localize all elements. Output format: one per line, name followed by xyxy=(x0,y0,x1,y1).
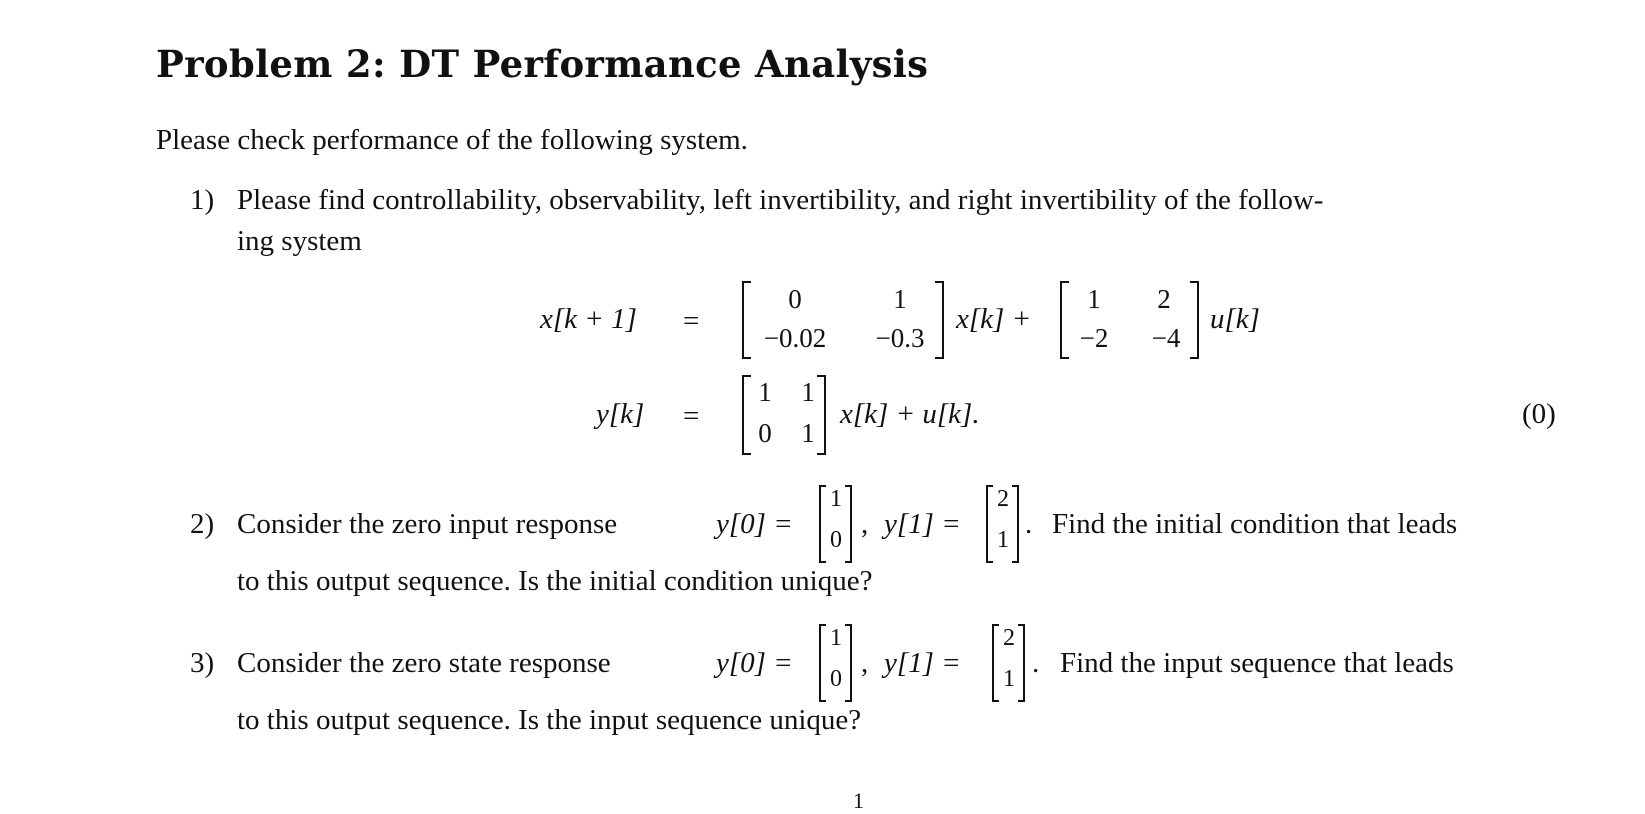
eq-row2-tail: x[k] + u[k]. xyxy=(840,398,980,430)
item-3-trail: Find the input sequence that leads xyxy=(1060,647,1454,679)
eq-equals-1: = xyxy=(683,305,700,337)
matrix-c-11: 1 xyxy=(758,377,772,407)
item-2-y1-top: 2 xyxy=(997,486,1009,512)
matrix-a-11: 0 xyxy=(788,284,802,314)
intro-text: Please check performance of the following system. xyxy=(156,124,748,156)
item-3-lead: Consider the zero state response xyxy=(237,647,611,679)
matrix-b-22: −4 xyxy=(1151,323,1181,353)
item-3-text-line2: to this output sequence. Is the input sequence unique? xyxy=(237,704,862,736)
matrix-c-21: 0 xyxy=(758,418,772,448)
item-1-number: 1) xyxy=(190,184,215,216)
matrix-b-11: 1 xyxy=(1087,284,1101,314)
item-3-y1-bottom: 1 xyxy=(1003,666,1015,692)
item-2-text-line2: to this output sequence. Is the initial condition unique? xyxy=(237,565,873,597)
item-3-y0-bottom: 0 xyxy=(830,666,842,692)
item-2-y0-right-bracket xyxy=(844,484,854,564)
matrix-a-12: 1 xyxy=(893,284,907,314)
item-3-comma: , xyxy=(861,647,869,679)
item-3-number: 3) xyxy=(190,647,215,679)
equation-label: (0) xyxy=(1522,398,1556,430)
item-3-y1-label: y[1] = xyxy=(884,647,961,679)
matrix-b-12: 2 xyxy=(1157,284,1171,314)
matrix-c-22: 1 xyxy=(801,418,815,448)
page-title: Problem 2: DT Performance Analysis xyxy=(156,42,929,86)
item-2-y0-bottom: 0 xyxy=(830,527,842,553)
matrix-a-right-bracket xyxy=(934,280,946,360)
matrix-b-right-bracket xyxy=(1189,280,1201,360)
page-number: 1 xyxy=(853,788,864,813)
matrix-b-21: −2 xyxy=(1079,323,1109,353)
item-2-y1-label: y[1] = xyxy=(884,508,961,540)
item-2-number: 2) xyxy=(190,508,215,540)
item-2-period: . xyxy=(1025,508,1033,540)
matrix-a-21: −0.02 xyxy=(763,323,827,353)
item-2-y0-top: 1 xyxy=(830,486,842,512)
eq-lhs-x: x[k + 1] xyxy=(540,303,637,335)
item-3-period: . xyxy=(1032,647,1040,679)
eq-xk-plus: x[k] + xyxy=(956,303,1032,335)
matrix-c-12: 1 xyxy=(801,377,815,407)
item-3-y1-top: 2 xyxy=(1003,625,1015,651)
item-1-text-line2: ing system xyxy=(237,225,362,257)
eq-lhs-y: y[k] xyxy=(596,398,645,430)
eq-uk: u[k] xyxy=(1210,303,1260,335)
item-2-y1-bottom: 1 xyxy=(997,527,1009,553)
item-3-y0-top: 1 xyxy=(830,625,842,651)
item-2-lead: Consider the zero input response xyxy=(237,508,618,540)
eq-equals-2: = xyxy=(683,400,700,432)
item-3-y0-right-bracket xyxy=(844,623,854,703)
item-2-y0-label: y[0] = xyxy=(716,508,793,540)
item-3-y1-right-bracket xyxy=(1017,623,1027,703)
item-2-y1-right-bracket xyxy=(1011,484,1021,564)
matrix-a-22: −0.3 xyxy=(875,323,925,353)
item-3-y0-label: y[0] = xyxy=(716,647,793,679)
item-2-comma: , xyxy=(861,508,869,540)
item-2-trail: Find the initial condition that leads xyxy=(1052,508,1458,540)
matrix-c-right-bracket xyxy=(816,374,828,456)
item-1-text-line1: Please find controllability, observability, left invertibility, and right invertibility of the follow- xyxy=(237,184,1324,216)
